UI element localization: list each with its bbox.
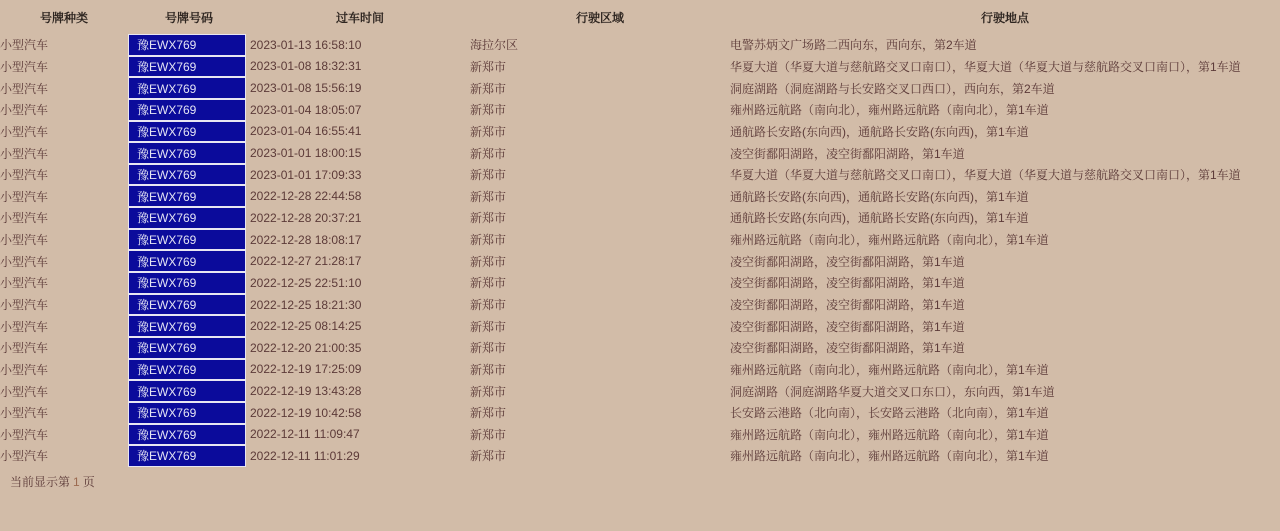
plate-type-cell: 小型汽车	[0, 189, 49, 204]
pass-time-cell: 2022-12-19 17:25:09	[250, 362, 362, 377]
plate-number-badge[interactable]	[128, 445, 246, 467]
plate-number-text: 豫EWX769	[137, 341, 197, 356]
driving-area-cell: 新郑市	[470, 211, 507, 226]
driving-location-cell: 通航路长安路(东向西)，通航路长安路(东向西)，第1车道	[730, 189, 1029, 204]
driving-area-cell: 新郑市	[470, 406, 507, 421]
driving-location-cell: 华夏大道（华夏大道与慈航路交叉口南口），华夏大道（华夏大道与慈航路交叉口南口），第1车道	[730, 59, 1241, 74]
driving-location-cell: 雍州路远航路（南向北），雍州路远航路（南向北），第1车道	[730, 362, 1049, 377]
plate-type-cell: 小型汽车	[0, 276, 49, 291]
driving-location-cell: 通航路长安路(东向西)，通航路长安路(东向西)，第1车道	[730, 211, 1029, 226]
plate-number-text: 豫EWX769	[137, 449, 197, 464]
table-row	[0, 315, 1280, 337]
table-row	[0, 121, 1280, 143]
table-row	[0, 207, 1280, 229]
pass-time-cell: 2022-12-20 21:00:35	[250, 340, 362, 355]
plate-type-cell: 小型汽车	[0, 168, 49, 183]
pass-time-cell: 2023-01-04 18:05:07	[250, 102, 362, 117]
plate-number-badge[interactable]	[128, 77, 246, 99]
header-pass-time: 过车时间	[335, 10, 384, 25]
plate-number-text: 豫EWX769	[137, 233, 197, 248]
driving-area-cell: 新郑市	[470, 233, 507, 248]
plate-type-cell: 小型汽车	[0, 384, 49, 399]
pass-time-cell: 2023-01-08 15:56:19	[250, 81, 362, 96]
driving-location-cell: 洞庭湖路（洞庭湖路与长安路交叉口西口），西向东，第2车道	[730, 81, 1055, 96]
plate-number-badge[interactable]	[128, 315, 246, 337]
plate-number-badge[interactable]	[128, 272, 246, 294]
records-table-body	[0, 34, 1280, 467]
plate-number-text: 豫EWX769	[137, 146, 197, 161]
plate-number-badge[interactable]	[128, 121, 246, 143]
plate-type-cell: 小型汽车	[0, 341, 49, 356]
plate-type-cell: 小型汽车	[0, 211, 49, 226]
driving-area-cell: 新郑市	[470, 168, 507, 183]
plate-number-text: 豫EWX769	[137, 59, 197, 74]
plate-type-cell: 小型汽车	[0, 103, 49, 118]
plate-number-text: 豫EWX769	[137, 103, 197, 118]
plate-type-cell: 小型汽车	[0, 233, 49, 248]
table-row	[0, 424, 1280, 446]
plate-number-badge[interactable]	[128, 164, 246, 186]
table-row	[0, 272, 1280, 294]
pass-time-cell: 2022-12-27 21:28:17	[250, 254, 362, 269]
plate-number-badge[interactable]	[128, 337, 246, 359]
driving-location-cell: 雍州路远航路（南向北），雍州路远航路（南向北），第1车道	[730, 427, 1049, 442]
plate-type-cell: 小型汽车	[0, 362, 49, 377]
plate-number-text: 豫EWX769	[137, 298, 197, 312]
header-driving-location: 行驶地点	[980, 10, 1029, 25]
table-row	[0, 229, 1280, 251]
header-row	[0, 0, 1280, 34]
plate-type-cell: 小型汽车	[0, 319, 49, 334]
table-row	[0, 337, 1280, 359]
pass-time-cell: 2022-12-28 22:44:58	[250, 189, 362, 204]
table-row	[0, 164, 1280, 186]
plate-number-badge[interactable]	[128, 56, 246, 78]
pass-time-cell: 2022-12-25 08:14:25	[250, 319, 362, 334]
pass-time-cell: 2023-01-04 16:55:41	[250, 124, 362, 139]
pass-time-cell: 2023-01-01 17:09:33	[250, 167, 362, 182]
table-row	[0, 185, 1280, 207]
plate-number-text: 豫EWX769	[137, 406, 197, 421]
driving-area-cell: 新郑市	[470, 146, 507, 161]
page-indicator-suffix: 页	[82, 474, 95, 489]
driving-area-cell: 新郑市	[470, 362, 507, 377]
plate-number-badge[interactable]	[128, 359, 246, 381]
plate-number-text: 豫EWX769	[137, 276, 197, 291]
plate-number-badge[interactable]	[128, 250, 246, 272]
pass-time-cell: 2023-01-01 18:00:15	[250, 146, 362, 161]
pass-time-cell: 2022-12-11 11:01:29	[250, 448, 360, 463]
driving-area-cell: 新郑市	[470, 427, 507, 442]
driving-location-cell: 雍州路远航路（南向北），雍州路远航路（南向北），第1车道	[730, 233, 1049, 248]
plate-number-text: 豫EWX769	[137, 124, 197, 139]
table-row	[0, 402, 1280, 424]
driving-location-cell: 通航路长安路(东向西)，通航路长安路(东向西)，第1车道	[730, 124, 1029, 139]
pass-time-cell: 2023-01-08 18:32:31	[250, 59, 362, 74]
pass-time-cell: 2022-12-28 20:37:21	[250, 210, 362, 225]
plate-number-text: 豫EWX769	[137, 384, 197, 399]
driving-area-cell: 新郑市	[470, 81, 507, 96]
pass-time-cell: 2022-12-11 11:09:47	[250, 427, 360, 442]
driving-location-cell: 电警苏炳文广场路二西向东，西向东，第2车道	[730, 38, 977, 53]
plate-type-cell: 小型汽车	[0, 427, 49, 442]
plate-type-cell: 小型汽车	[0, 298, 49, 312]
plate-type-cell: 小型汽车	[0, 254, 49, 269]
plate-number-badge[interactable]	[128, 380, 246, 402]
plate-number-badge[interactable]	[128, 99, 246, 121]
driving-location-cell: 凌空街鄱阳湖路，凌空街鄱阳湖路，第1车道	[730, 298, 965, 312]
plate-type-cell: 小型汽车	[0, 59, 49, 74]
plate-number-badge[interactable]	[128, 229, 246, 251]
plate-type-cell: 小型汽车	[0, 449, 49, 464]
plate-number-badge[interactable]	[128, 424, 246, 446]
plate-number-text: 豫EWX769	[137, 362, 197, 377]
header-plate-type: 号牌种类	[39, 10, 88, 25]
driving-location-cell: 洞庭湖路（洞庭湖路华夏大道交叉口东口），东向西，第1车道	[730, 384, 1055, 399]
driving-location-cell: 凌空街鄱阳湖路，凌空街鄱阳湖路，第1车道	[730, 254, 965, 269]
pass-time-cell: 2023-01-13 16:58:10	[250, 37, 362, 52]
driving-location-cell: 凌空街鄱阳湖路，凌空街鄱阳湖路，第1车道	[730, 341, 965, 356]
plate-number-badge[interactable]	[128, 185, 246, 207]
driving-area-cell: 新郑市	[470, 254, 507, 269]
table-row	[0, 294, 1280, 316]
plate-number-text: 豫EWX769	[137, 189, 197, 204]
plate-type-cell: 小型汽车	[0, 38, 49, 53]
plate-type-cell: 小型汽车	[0, 406, 49, 421]
driving-location-cell: 雍州路远航路（南向北），雍州路远航路（南向北），第1车道	[730, 103, 1049, 118]
table-row	[0, 380, 1280, 402]
table-row	[0, 142, 1280, 164]
driving-location-cell: 雍州路远航路（南向北），雍州路远航路（南向北），第1车道	[730, 449, 1049, 464]
plate-number-badge[interactable]	[128, 207, 246, 229]
driving-area-cell: 新郑市	[470, 319, 507, 334]
pass-time-cell: 2022-12-25 22:51:10	[250, 275, 362, 290]
plate-number-badge[interactable]	[128, 294, 246, 316]
plate-number-text: 豫EWX769	[137, 319, 197, 334]
driving-area-cell: 新郑市	[470, 276, 507, 291]
plate-number-text: 豫EWX769	[137, 168, 197, 183]
driving-location-cell: 华夏大道（华夏大道与慈航路交叉口南口），华夏大道（华夏大道与慈航路交叉口南口），第1车道	[730, 168, 1241, 183]
plate-type-cell: 小型汽车	[0, 81, 49, 96]
table-row	[0, 77, 1280, 99]
driving-area-cell: 新郑市	[470, 341, 507, 356]
plate-number-text: 豫EWX769	[137, 427, 197, 442]
driving-area-cell: 新郑市	[470, 189, 507, 204]
driving-area-cell: 海拉尔区	[470, 38, 519, 53]
pass-time-cell: 2022-12-19 10:42:58	[250, 405, 362, 420]
table-row	[0, 250, 1280, 272]
plate-number-badge[interactable]	[128, 34, 246, 56]
plate-number-text: 豫EWX769	[137, 254, 197, 269]
plate-number-badge[interactable]	[128, 402, 246, 424]
driving-area-cell: 新郑市	[470, 384, 507, 399]
pass-time-cell: 2022-12-19 13:43:28	[250, 384, 362, 399]
page-indicator	[10, 473, 1280, 490]
page-indicator-prefix: 当前显示第	[10, 474, 71, 489]
pass-time-cell: 2022-12-25 18:21:30	[250, 297, 362, 312]
driving-location-cell: 凌空街鄱阳湖路，凌空街鄱阳湖路，第1车道	[730, 276, 965, 291]
page-number: 1	[73, 474, 80, 489]
plate-number-text: 豫EWX769	[137, 81, 197, 96]
plate-type-cell: 小型汽车	[0, 124, 49, 139]
header-driving-area: 行驶区域	[575, 10, 624, 25]
driving-area-cell: 新郑市	[470, 298, 507, 312]
header-plate-number: 号牌号码	[164, 10, 213, 25]
driving-location-cell: 凌空街鄱阳湖路，凌空街鄱阳湖路，第1车道	[730, 319, 965, 334]
table-row	[0, 99, 1280, 121]
driving-location-cell: 凌空街鄱阳湖路，凌空街鄱阳湖路，第1车道	[730, 146, 965, 161]
plate-type-cell: 小型汽车	[0, 146, 49, 161]
table-row	[0, 359, 1280, 381]
driving-area-cell: 新郑市	[470, 124, 507, 139]
driving-location-cell: 长安路云港路（北向南），长安路云港路（北向南），第1车道	[730, 406, 1049, 421]
driving-area-cell: 新郑市	[470, 103, 507, 118]
driving-area-cell: 新郑市	[470, 449, 507, 464]
plate-number-badge[interactable]	[128, 142, 246, 164]
table-row	[0, 56, 1280, 78]
plate-number-text: 豫EWX769	[137, 38, 197, 53]
table-row	[0, 445, 1280, 467]
plate-number-text: 豫EWX769	[137, 211, 197, 226]
pass-time-cell: 2022-12-28 18:08:17	[250, 232, 362, 247]
table-row	[0, 34, 1280, 56]
driving-area-cell: 新郑市	[470, 59, 507, 74]
